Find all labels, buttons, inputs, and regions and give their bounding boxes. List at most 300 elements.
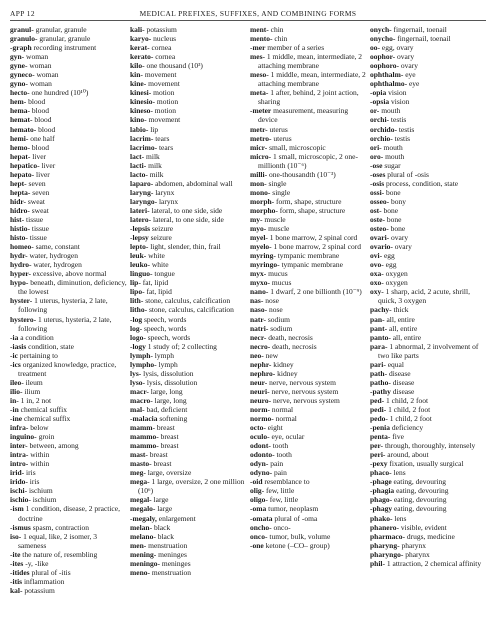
- entry-definition: lens: [392, 513, 407, 523]
- entry-definition: uterus: [267, 124, 288, 134]
- entry-definition: eye: [407, 79, 420, 89]
- entry-term: mes-: [250, 52, 265, 62]
- entry-definition: 1 abnormal, 2 involvement of two like parts: [378, 341, 479, 360]
- glossary-entry: [250, 134, 367, 143]
- entry-definition: black: [155, 531, 174, 541]
- entry-definition: speech, words: [142, 314, 187, 324]
- entry-term: phaco-: [370, 468, 392, 478]
- glossary-entry: [130, 568, 247, 577]
- glossary-entry: [130, 378, 247, 387]
- entry-term: natr-: [250, 314, 266, 324]
- glossary-entry: [10, 188, 127, 197]
- entry-definition: 1 equal, like, 2 isomer, 3 sameness: [18, 531, 97, 550]
- entry-definition: large: [155, 504, 173, 514]
- entry-definition: breast: [155, 423, 175, 433]
- glossary-entry: [10, 125, 127, 134]
- entry-term: -iasis: [10, 341, 27, 351]
- entry-definition: 1 middle, mean, intermediate, 2 attaching membrane: [258, 70, 366, 89]
- entry-term: oro-: [370, 151, 384, 161]
- entry-definition: iris: [27, 477, 40, 487]
- entry-term: -oses: [370, 169, 386, 179]
- entry-definition: pharynx: [403, 549, 430, 559]
- entry-term: odyn-: [250, 459, 269, 469]
- entry-term: gyn-: [10, 52, 25, 62]
- entry-term: olig-: [250, 486, 265, 496]
- entry-definition: disease: [390, 386, 415, 396]
- entry-term: ophthalm-: [370, 70, 404, 80]
- entry-definition: one thousand (10³): [144, 61, 203, 71]
- entry-definition: bone: [381, 205, 399, 215]
- entry-definition: pharynx: [399, 540, 427, 550]
- glossary-entry: [10, 143, 127, 152]
- glossary-entry: [10, 315, 127, 333]
- entry-term: myring-: [250, 251, 276, 261]
- glossary-entry: [370, 486, 487, 495]
- glossary-entry: [370, 378, 487, 387]
- entry-term: nano-: [250, 287, 269, 297]
- entry-definition: fat, lipid: [144, 287, 172, 297]
- glossary-entry: [130, 504, 247, 513]
- entry-definition: single: [266, 178, 287, 188]
- entry-definition: tooth: [270, 441, 289, 451]
- entry-definition: nose: [267, 305, 283, 315]
- entry-term: ovo-: [370, 260, 384, 270]
- glossary-entry: [370, 179, 487, 188]
- entry-term: men-: [130, 540, 147, 550]
- entry-term: megalo-: [130, 504, 156, 514]
- entry-term: nas-: [250, 296, 264, 306]
- glossary-entry: [130, 360, 247, 369]
- entry-definition: bony: [389, 196, 407, 206]
- entry-definition: liver: [34, 169, 50, 179]
- glossary-entry: [10, 342, 127, 351]
- entry-definition: plural of -oma: [272, 513, 318, 523]
- entry-term: -malacia: [130, 414, 158, 424]
- entry-definition: mouth: [379, 106, 401, 116]
- entry-definition: fixation, usually surgical: [387, 459, 464, 469]
- entry-term: gyneco-: [10, 70, 35, 80]
- entry-definition: onco-: [271, 522, 291, 532]
- entry-definition: mouth: [383, 151, 405, 161]
- entry-term: phago-: [370, 495, 393, 505]
- entry-term: -ia: [10, 332, 19, 342]
- entry-term: ovi-: [370, 251, 383, 261]
- glossary-entry: [10, 278, 127, 296]
- entry-term: myxo-: [250, 278, 270, 288]
- glossary-entry: [10, 197, 127, 206]
- glossary-entry: [130, 296, 247, 305]
- glossary-entry: [370, 242, 487, 251]
- glossary-entry: [370, 215, 487, 224]
- entry-definition: within: [28, 450, 50, 460]
- entry-definition: 1 bone marrow, 2 spinal cord: [267, 233, 358, 243]
- entry-term: per-: [370, 441, 384, 451]
- glossary-entry: [370, 550, 487, 559]
- entry-term: orchido-: [370, 124, 397, 134]
- entry-term: lys-: [130, 368, 142, 378]
- entry-term: hypo-: [10, 278, 29, 288]
- glossary-entry: [130, 260, 247, 269]
- entry-definition: 1 small, microscopic, 2 one-millionth (10⁻⁶): [258, 151, 358, 170]
- entry-term: lyso-: [130, 377, 145, 387]
- glossary-entry: [370, 523, 487, 532]
- entry-definition: tympanic membrane: [279, 260, 343, 270]
- glossary-entry: [250, 70, 367, 88]
- entry-definition: softening: [157, 414, 188, 424]
- glossary-entry: [130, 134, 247, 143]
- glossary-entry: [130, 115, 247, 124]
- glossary-entry: [250, 269, 367, 278]
- entry-definition: chin: [272, 34, 288, 44]
- entry-term: inter-: [10, 441, 28, 451]
- glossary-entry: [250, 405, 367, 414]
- entry-definition: lateral, to one side, side: [149, 205, 223, 215]
- glossary-entry: [370, 251, 487, 260]
- entry-definition: 1 attraction, 2 chemical affinity: [385, 558, 482, 568]
- glossary-entry: [370, 396, 487, 405]
- glossary-entry: [130, 125, 247, 134]
- entry-definition: lateral, to one side, side: [151, 214, 224, 224]
- glossary-entry: [130, 468, 247, 477]
- entry-definition: tissue: [30, 224, 49, 234]
- entry-definition: nerve, nervous system: [271, 395, 340, 405]
- glossary-entry: [250, 242, 367, 251]
- glossary-entry: [10, 387, 127, 396]
- glossary-entry: [370, 161, 487, 170]
- entry-term: in-: [10, 395, 19, 405]
- entry-term: ischio-: [10, 495, 31, 505]
- glossary-entry: [370, 369, 487, 378]
- glossary-entry: [130, 152, 247, 161]
- entry-definition: tongue: [152, 269, 175, 279]
- glossary-entry: [250, 206, 367, 215]
- entry-term: log-: [130, 323, 143, 333]
- entry-definition: light, slender, thin, frail: [148, 242, 221, 252]
- entry-definition: ovary: [399, 61, 418, 71]
- glossary-entry: [250, 278, 367, 287]
- entry-definition: measurement, measuring device: [258, 106, 349, 125]
- entry-term: mamm-: [130, 423, 155, 433]
- entry-definition: bad, deficient: [144, 404, 188, 414]
- glossary-entry: [10, 477, 127, 486]
- entry-term: hydro-: [10, 260, 32, 270]
- entry-term: -itis: [10, 576, 23, 586]
- entry-term: laryng-: [130, 187, 154, 197]
- entry-definition: oxygen: [383, 269, 408, 279]
- entry-term: hema-: [10, 106, 30, 116]
- glossary-entry: [10, 233, 127, 242]
- entry-definition: blood: [30, 142, 49, 152]
- glossary-entry: [370, 143, 487, 152]
- entry-term: hemato-: [10, 124, 37, 134]
- entry-term: milli-: [250, 169, 268, 179]
- glossary-entry: [250, 342, 367, 351]
- glossary-entry: [130, 88, 247, 97]
- glossary-column-1: [10, 25, 130, 595]
- entry-term: pedi-: [370, 404, 387, 414]
- entry-definition: blood: [32, 115, 52, 125]
- glossary-entry: [130, 523, 247, 532]
- entry-term: normo-: [250, 414, 274, 424]
- entry-term: ophthalmo-: [370, 79, 408, 89]
- glossary-column-4: [370, 25, 490, 595]
- entry-definition: menstruation: [150, 567, 192, 577]
- glossary-entry: [250, 260, 367, 269]
- entry-term: ileo-: [10, 377, 24, 387]
- entry-term: ossi-: [370, 187, 385, 197]
- glossary-entry: [370, 495, 487, 504]
- glossary-entry: [250, 387, 367, 396]
- entry-term: odonto-: [250, 450, 275, 460]
- glossary-entry: [130, 179, 247, 188]
- glossary-entry: [250, 233, 367, 242]
- entry-term: -ose: [370, 160, 383, 170]
- entry-term: myo-: [250, 224, 267, 234]
- entry-term: hydr-: [10, 251, 28, 261]
- entry-definition: five: [390, 432, 404, 442]
- entry-term: path-: [370, 368, 388, 378]
- entry-term: osteo-: [370, 224, 389, 234]
- entry-definition: breast: [158, 441, 179, 451]
- glossary-entry: [370, 233, 487, 242]
- entry-definition: fingernail, toenail: [391, 25, 447, 34]
- entry-definition: eating, devouring: [391, 477, 447, 487]
- entry-definition: menstruation: [146, 540, 188, 550]
- glossary-entry: [130, 405, 247, 414]
- glossary-entry: [370, 260, 487, 269]
- entry-definition: eight: [265, 423, 283, 433]
- entry-definition: water, hydrogen: [27, 251, 78, 261]
- entry-term: -log: [130, 314, 143, 324]
- glossary-entry: [250, 188, 367, 197]
- glossary-entry: [10, 459, 127, 468]
- glossary-entry: [250, 287, 367, 296]
- glossary-entry: [130, 369, 247, 378]
- entry-term: octo-: [250, 423, 266, 433]
- entry-term: oophoro-: [370, 61, 400, 71]
- glossary-entry: [250, 324, 367, 333]
- entry-term: onych-: [370, 25, 392, 34]
- entry-definition: visible, evident: [399, 522, 447, 532]
- glossary-entry: [370, 559, 487, 568]
- entry-definition: mouth: [381, 142, 403, 152]
- entry-term: mento-: [250, 34, 273, 44]
- entry-definition: water, hydrogen: [31, 260, 82, 270]
- glossary-entry: [10, 378, 127, 387]
- glossary-entry: [130, 251, 247, 260]
- glossary-entry: [370, 269, 487, 278]
- glossary-entry: [10, 577, 127, 586]
- entry-definition: below: [28, 423, 49, 433]
- glossary-entry: [130, 215, 247, 224]
- glossary-entry: [10, 269, 127, 278]
- entry-term: mammo-: [130, 441, 159, 451]
- glossary-entry: [370, 224, 487, 233]
- glossary-entry: [10, 586, 127, 595]
- entry-definition: potassium: [22, 585, 55, 595]
- glossary-entry: [10, 170, 127, 179]
- glossary-entry: [130, 34, 247, 43]
- glossary-entry: [10, 88, 127, 97]
- entry-definition: egg: [383, 260, 397, 270]
- entry-definition: egg, ovary: [380, 43, 414, 53]
- glossary-entry: [370, 34, 487, 43]
- entry-definition: uterus: [271, 133, 292, 143]
- glossary-entry: [250, 495, 367, 504]
- entry-term: mal-: [130, 404, 145, 414]
- glossary-entry: [130, 79, 247, 88]
- entry-term: logo-: [130, 332, 146, 342]
- entry-term: hidro-: [10, 205, 30, 215]
- glossary-entry: [10, 532, 127, 550]
- glossary-entry: [250, 197, 367, 206]
- glossary-entry: [370, 125, 487, 134]
- entry-term: mast-: [130, 450, 148, 460]
- entry-term: ori-: [370, 142, 382, 152]
- entry-term: hepta-: [10, 187, 31, 197]
- entry-definition: meninges: [156, 549, 187, 559]
- entry-term: hemi-: [10, 133, 29, 143]
- glossary-entry: [370, 504, 487, 513]
- entry-term: lact-: [130, 151, 145, 161]
- entry-term: litho-: [130, 305, 148, 315]
- glossary-entry: [10, 423, 127, 432]
- glossary-entry: [370, 52, 487, 61]
- entry-definition: movement: [146, 79, 180, 89]
- entry-term: myringo-: [250, 260, 280, 270]
- glossary-entry: [250, 414, 367, 423]
- entry-definition: between, among: [27, 441, 79, 451]
- glossary-entry: [130, 532, 247, 541]
- glossary-entry: [370, 88, 487, 97]
- entry-definition: woman: [27, 61, 52, 71]
- entry-term: mammo-: [130, 432, 159, 442]
- glossary-entry: [370, 70, 487, 79]
- entry-definition: one hundred (10¹⁰): [29, 88, 89, 98]
- entry-term: -megaly,: [130, 513, 157, 523]
- entry-term: orchio-: [370, 133, 393, 143]
- glossary-entry: [130, 61, 247, 70]
- entry-definition: larynx: [153, 187, 175, 197]
- entry-term: ilio-: [10, 386, 23, 396]
- glossary-entry: [370, 532, 487, 541]
- entry-term: -osis: [370, 178, 385, 188]
- entry-definition: 1 after, behind, 2 joint action, sharing: [258, 88, 359, 107]
- entry-definition: lymph: [156, 359, 178, 369]
- entry-term: odyno-: [250, 468, 273, 478]
- entry-definition: nose: [263, 296, 279, 306]
- glossary-entry: [250, 369, 367, 378]
- glossary-entry: [130, 396, 247, 405]
- glossary-entry: [130, 43, 247, 52]
- entry-term: lympho-: [130, 359, 157, 369]
- entry-definition: few, little: [264, 486, 295, 496]
- glossary-entry: [10, 52, 127, 61]
- entry-term: latero-: [130, 214, 152, 224]
- entry-definition: all, entire: [384, 314, 415, 324]
- entry-definition: ischium: [30, 495, 57, 505]
- entry-term: histo-: [10, 233, 28, 243]
- glossary-entry: [10, 486, 127, 495]
- entry-definition: around, about: [385, 450, 429, 460]
- entry-term: ped-: [370, 395, 385, 405]
- glossary-entry: [130, 143, 247, 152]
- glossary-entry: [370, 287, 487, 305]
- entry-term: oligo-: [250, 495, 268, 505]
- glossary-entry: [370, 206, 487, 215]
- entry-term: mon-: [250, 178, 267, 188]
- entry-term: hecto-: [10, 88, 30, 98]
- glossary-entry: [130, 333, 247, 342]
- entry-definition: bone: [388, 224, 406, 234]
- entry-definition: eye, ocular: [269, 432, 305, 442]
- glossary-entry: [130, 170, 247, 179]
- entry-definition: liver: [30, 151, 47, 161]
- entry-term: -ite: [10, 549, 21, 559]
- entry-definition: form, shape, structure: [277, 205, 346, 215]
- entry-definition: large, oversize: [145, 468, 192, 478]
- entry-term: -phagia: [370, 486, 395, 496]
- glossary-entry: [130, 441, 247, 450]
- entry-term: peri-: [370, 450, 386, 460]
- entry-term: kilo-: [130, 61, 145, 71]
- entry-term: intro-: [10, 459, 29, 469]
- glossary-entry: [250, 523, 367, 532]
- entry-term: -omata: [250, 513, 273, 523]
- entry-definition: drugs, medicine: [405, 531, 455, 541]
- entry-term: melan-: [130, 522, 153, 532]
- entry-term: micr-: [250, 142, 268, 152]
- entry-definition: pertaining to: [17, 350, 58, 360]
- entry-term: kine-: [130, 79, 147, 89]
- glossary-entry: [130, 559, 247, 568]
- glossary-entry: [370, 115, 487, 124]
- glossary-entry: [370, 305, 487, 314]
- entry-term: pan-: [370, 314, 385, 324]
- entry-definition: meninges: [160, 558, 191, 568]
- entry-term: penta-: [370, 432, 391, 442]
- entry-definition: tumor, neoplasm: [266, 504, 319, 514]
- glossary-column-3: [250, 25, 370, 595]
- entry-definition: kidney: [271, 359, 294, 369]
- glossary-entry: [250, 152, 367, 170]
- glossary-entry: [370, 97, 487, 106]
- entry-term: leuko-: [130, 260, 151, 270]
- glossary-entry: [370, 387, 487, 396]
- entry-definition: stone, calculus, calcification: [143, 296, 231, 306]
- entry-term: onco-: [250, 531, 268, 541]
- entry-term: mening-: [130, 549, 157, 559]
- glossary-entry: [130, 414, 247, 423]
- entry-definition: seizure: [150, 224, 174, 234]
- glossary-entry: [130, 342, 247, 351]
- entry-definition: speech, words: [145, 332, 191, 342]
- glossary-entry: [130, 25, 247, 34]
- glossary-entry: [10, 296, 127, 314]
- entry-definition: woman: [24, 52, 49, 62]
- entry-definition: testis: [392, 133, 411, 143]
- entry-definition: plural of -itis: [29, 567, 71, 577]
- entry-term: myx-: [250, 269, 267, 279]
- entry-term: pari-: [370, 359, 386, 369]
- entry-term: -ites: [10, 558, 24, 568]
- entry-term: -oma: [250, 504, 267, 514]
- entry-term: -ics: [10, 359, 21, 369]
- entry-term: hidr-: [10, 196, 26, 206]
- entry-definition: stone, calculus, calcification: [147, 305, 234, 315]
- entry-term: infra-: [10, 423, 29, 433]
- glossary-entry: [370, 342, 487, 360]
